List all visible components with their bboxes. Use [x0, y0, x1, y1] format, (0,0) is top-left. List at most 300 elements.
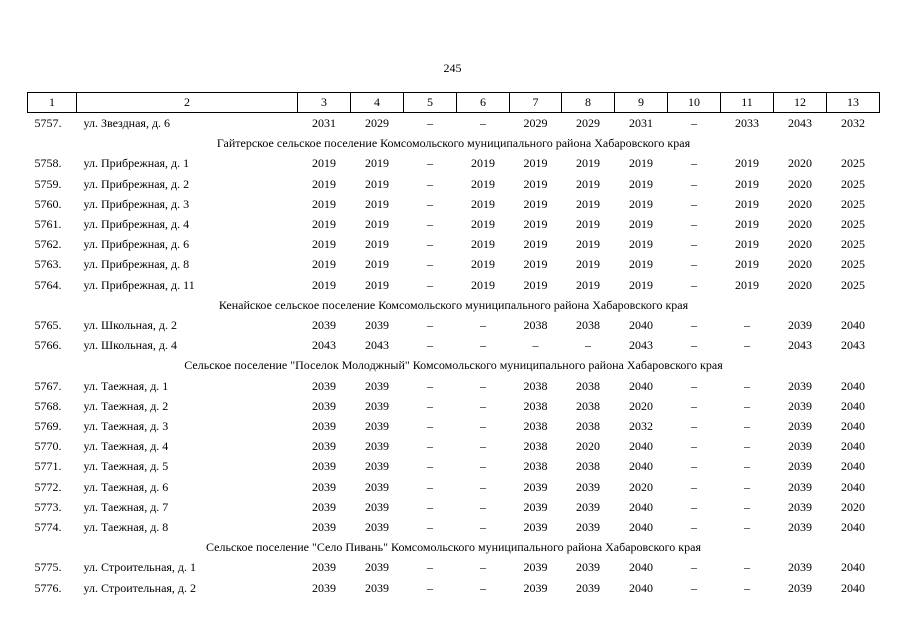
address-cell: ул. Школьная, д. 4: [83, 338, 177, 353]
value-cell-col-9: 2020: [629, 479, 653, 494]
value-cell-col-11: 2019: [735, 257, 759, 272]
value-cell-col-8: 2019: [576, 156, 600, 171]
row-number: 5761.: [34, 217, 62, 232]
column-header: 10: [668, 93, 721, 113]
value-cell-col-4: 2039: [365, 520, 389, 535]
value-cell-col-3: 2019: [312, 196, 336, 211]
value-cell-col-7: 2019: [523, 277, 548, 292]
value-cell-col-10: –: [691, 459, 697, 474]
value-cell-col-10: –: [691, 499, 697, 514]
row-number: 5771.: [34, 459, 62, 474]
value-cell-col-7: 2019: [523, 176, 548, 191]
value-cell-col-12: 2039: [788, 499, 812, 514]
value-cell-col-13: 2043: [841, 338, 865, 353]
value-cell-col-8: 2029: [576, 116, 600, 130]
value-cell-col-4: 2019: [365, 277, 389, 292]
value-cell-col-10: –: [691, 318, 697, 333]
value-cell-col-6: 2019: [471, 156, 495, 171]
value-cell-col-8: 2019: [576, 237, 600, 252]
value-cell-col-3: 2039: [312, 398, 336, 413]
address-cell: ул. Звездная, д. 6: [83, 116, 171, 130]
row-number: 5762.: [34, 237, 62, 252]
value-cell-col-7: 2039: [523, 499, 548, 514]
value-cell-col-9: 2040: [629, 439, 653, 454]
value-cell-col-7: 2038: [523, 439, 548, 454]
address-cell: ул. Прибрежная, д. 3: [83, 196, 190, 211]
value-cell-col-12: 2020: [788, 257, 812, 272]
value-cell-col-5: –: [427, 257, 433, 272]
value-cell-col-11: –: [744, 419, 750, 434]
value-cell-col-10: –: [691, 156, 697, 171]
address-cell: ул. Таежная, д. 2: [83, 398, 169, 413]
table-row: [28, 416, 880, 436]
section-heading: Сельское поселение "Село Пивань" Комсомольского муниципального района Хабаровского края: [206, 540, 701, 555]
value-cell-col-4: 2039: [365, 318, 389, 333]
value-cell-col-7: 2039: [523, 580, 548, 595]
value-cell-col-4: 2019: [365, 237, 389, 252]
column-header: 7: [510, 93, 562, 113]
value-cell-col-10: –: [691, 257, 697, 272]
value-cell-col-11: –: [744, 520, 750, 535]
value-cell-col-6: –: [480, 398, 486, 413]
value-cell-col-12: 2020: [788, 196, 812, 211]
value-cell-col-13: 2025: [841, 237, 865, 252]
value-cell-col-10: –: [691, 378, 697, 393]
value-cell-col-12: 2020: [788, 277, 812, 292]
value-cell-col-13: 2040: [841, 318, 865, 333]
value-cell-col-9: 2019: [629, 156, 653, 171]
value-cell-col-11: 2019: [735, 156, 759, 171]
value-cell-col-9: 2032: [629, 419, 653, 434]
value-cell-col-3: 2019: [312, 257, 336, 272]
row-number: 5767.: [34, 378, 62, 393]
value-cell-col-5: –: [427, 237, 433, 252]
value-cell-col-7: 2019: [523, 257, 548, 272]
value-cell-col-10: –: [691, 277, 697, 292]
row-number: 5773.: [34, 499, 62, 514]
value-cell-col-4: 2019: [365, 176, 389, 191]
value-cell-col-6: 2019: [471, 237, 495, 252]
value-cell-col-4: 2019: [365, 156, 389, 171]
value-cell-col-9: 2019: [629, 277, 653, 292]
value-cell-col-11: 2019: [735, 277, 759, 292]
column-header: 12: [774, 93, 827, 113]
section-heading: Кенайское сельское поселение Комсомольского муниципального района Хабаровского края: [218, 297, 689, 312]
value-cell-col-8: 2019: [576, 257, 600, 272]
table-row: [28, 578, 880, 598]
address-cell: ул. Таежная, д. 4: [83, 439, 169, 454]
value-cell-col-4: 2043: [365, 338, 389, 353]
value-cell-col-5: –: [427, 499, 433, 514]
housing-schedule-table: [27, 92, 880, 598]
value-cell-col-7: 2039: [523, 479, 548, 494]
value-cell-col-3: 2039: [312, 560, 336, 575]
value-cell-col-7: 2039: [523, 560, 548, 575]
value-cell-col-6: –: [480, 378, 486, 393]
value-cell-col-9: 2031: [629, 116, 653, 130]
value-cell-col-5: –: [427, 479, 433, 494]
row-number: 5757.: [34, 116, 62, 130]
value-cell-col-6: –: [480, 318, 486, 333]
value-cell-col-9: 2040: [629, 520, 653, 535]
value-cell-col-4: 2039: [365, 419, 389, 434]
value-cell-col-6: –: [480, 560, 486, 575]
value-cell-col-4: 2029: [365, 116, 389, 130]
row-number: 5765.: [34, 318, 62, 333]
value-cell-col-8: 2039: [576, 520, 600, 535]
value-cell-col-12: 2020: [788, 217, 812, 232]
table-row: [28, 174, 880, 194]
value-cell-col-5: –: [427, 196, 433, 211]
value-cell-col-4: 2019: [365, 257, 389, 272]
value-cell-col-12: 2020: [788, 176, 812, 191]
value-cell-col-11: –: [744, 338, 750, 353]
value-cell-col-13: 2025: [841, 257, 865, 272]
section-heading: Гайтерское сельское поселение Комсомольского муниципального района Хабаровского края: [216, 136, 691, 151]
address-cell: ул. Прибрежная, д. 6: [83, 237, 190, 252]
address-cell: ул. Таежная, д. 3: [83, 419, 169, 434]
value-cell-col-7: –: [532, 338, 539, 353]
value-cell-col-10: –: [691, 479, 697, 494]
row-number: 5770.: [34, 439, 62, 454]
value-cell-col-5: –: [427, 459, 433, 474]
value-cell-col-5: –: [427, 176, 433, 191]
value-cell-col-5: –: [427, 277, 433, 292]
value-cell-col-12: 2043: [788, 116, 812, 130]
value-cell-col-12: 2039: [788, 419, 812, 434]
value-cell-col-10: –: [691, 237, 697, 252]
address-cell: ул. Таежная, д. 6: [83, 479, 169, 494]
value-cell-col-9: 2040: [629, 318, 653, 333]
value-cell-col-9: 2040: [629, 560, 653, 575]
address-cell: ул. Прибрежная, д. 8: [83, 257, 190, 272]
value-cell-col-9: 2040: [629, 580, 653, 595]
value-cell-col-9: 2040: [629, 499, 653, 514]
value-cell-col-12: 2039: [788, 439, 812, 454]
table-row: [28, 275, 880, 295]
value-cell-col-4: 2039: [365, 398, 389, 413]
address-cell: ул. Прибрежная, д. 1: [83, 156, 190, 171]
value-cell-col-3: 2019: [312, 217, 336, 232]
value-cell-col-8: 2039: [576, 580, 600, 595]
value-cell-col-8: –: [585, 338, 591, 353]
value-cell-col-10: –: [691, 419, 697, 434]
value-cell-col-11: 2033: [735, 116, 759, 130]
value-cell-col-6: 2019: [471, 176, 495, 191]
column-header: 13: [827, 93, 880, 113]
value-cell-col-11: –: [744, 499, 750, 514]
column-header: 3: [298, 93, 351, 113]
column-header: 1: [28, 93, 77, 113]
value-cell-col-6: –: [480, 520, 486, 535]
value-cell-col-10: –: [691, 217, 697, 232]
value-cell-col-12: 2039: [788, 378, 812, 393]
value-cell-col-5: –: [427, 560, 433, 575]
value-cell-col-11: –: [744, 459, 750, 474]
value-cell-col-13: 2025: [841, 176, 865, 191]
value-cell-col-7: 2038: [523, 398, 548, 413]
value-cell-col-13: 2032: [841, 116, 865, 130]
column-header: 4: [351, 93, 404, 113]
value-cell-col-11: –: [744, 479, 750, 494]
value-cell-col-13: 2040: [841, 378, 865, 393]
table-row: [28, 557, 880, 577]
value-cell-col-6: –: [480, 439, 486, 454]
value-cell-col-3: 2039: [312, 479, 336, 494]
value-cell-col-5: –: [427, 217, 433, 232]
row-number: 5772.: [34, 479, 62, 494]
table-body: [28, 93, 880, 598]
value-cell-col-6: 2019: [471, 277, 495, 292]
row-number: 5768.: [34, 398, 62, 413]
value-cell-col-13: 2020: [841, 499, 865, 514]
value-cell-col-9: 2043: [629, 338, 653, 353]
value-cell-col-9: 2040: [629, 378, 653, 393]
value-cell-col-4: 2019: [365, 217, 389, 232]
value-cell-col-12: 2039: [788, 318, 812, 333]
address-cell: ул. Строительная, д. 2: [83, 580, 197, 595]
value-cell-col-9: 2040: [629, 459, 653, 474]
value-cell-col-13: 2040: [841, 419, 865, 434]
table-row: [28, 477, 880, 497]
row-number: 5758.: [34, 156, 62, 171]
value-cell-col-6: –: [480, 116, 486, 130]
value-cell-col-7: 2039: [523, 520, 548, 535]
value-cell-col-11: 2019: [735, 196, 759, 211]
value-cell-col-13: 2040: [841, 560, 865, 575]
section-heading-row: [28, 295, 880, 315]
value-cell-col-8: 2019: [576, 217, 600, 232]
table-row: [28, 335, 880, 355]
column-header: 5: [404, 93, 457, 113]
value-cell-col-7: 2019: [523, 156, 548, 171]
value-cell-col-4: 2039: [365, 479, 389, 494]
page-number: 245: [443, 61, 462, 75]
value-cell-col-9: 2019: [629, 176, 653, 191]
value-cell-col-6: 2019: [471, 217, 495, 232]
value-cell-col-13: 2040: [841, 580, 865, 595]
value-cell-col-12: 2039: [788, 479, 812, 494]
value-cell-col-8: 2019: [576, 176, 600, 191]
value-cell-col-13: 2025: [841, 217, 865, 232]
table-row: [28, 254, 880, 274]
value-cell-col-12: 2039: [788, 398, 812, 413]
value-cell-col-5: –: [427, 520, 433, 535]
value-cell-col-5: –: [427, 116, 433, 130]
address-cell: ул. Прибрежная, д. 2: [83, 176, 190, 191]
value-cell-col-11: –: [744, 580, 750, 595]
value-cell-col-12: 2043: [788, 338, 812, 353]
value-cell-col-3: 2039: [312, 580, 336, 595]
value-cell-col-8: 2038: [576, 378, 600, 393]
column-header-row: [28, 93, 880, 113]
value-cell-col-9: 2019: [629, 237, 653, 252]
row-number: 5759.: [34, 176, 62, 191]
value-cell-col-5: –: [427, 439, 433, 454]
table-row: [28, 456, 880, 476]
value-cell-col-3: 2039: [312, 439, 336, 454]
value-cell-col-10: –: [691, 176, 697, 191]
value-cell-col-6: 2019: [471, 196, 495, 211]
row-number: 5766.: [34, 338, 62, 353]
row-number: 5774.: [34, 520, 62, 535]
value-cell-col-5: –: [427, 580, 433, 595]
value-cell-col-13: 2025: [841, 156, 865, 171]
value-cell-col-7: 2038: [523, 378, 548, 393]
value-cell-col-5: –: [427, 338, 433, 353]
value-cell-col-11: –: [744, 318, 750, 333]
value-cell-col-6: –: [480, 499, 486, 514]
table-row: [28, 517, 880, 537]
value-cell-col-3: 2019: [312, 156, 336, 171]
section-heading: Сельское поселение "Поселок Молоджный" Комсомольского муниципального района Хабаровского края: [184, 358, 723, 373]
column-header: 8: [562, 93, 615, 113]
value-cell-col-4: 2039: [365, 560, 389, 575]
value-cell-col-9: 2019: [629, 257, 653, 272]
value-cell-col-12: 2039: [788, 459, 812, 474]
table-row: [28, 194, 880, 214]
value-cell-col-5: –: [427, 318, 433, 333]
address-cell: ул. Таежная, д. 1: [83, 378, 169, 393]
table-row: [28, 436, 880, 456]
value-cell-col-13: 2040: [841, 520, 865, 535]
table-row: [28, 214, 880, 234]
value-cell-col-3: 2019: [312, 277, 336, 292]
value-cell-col-5: –: [427, 398, 433, 413]
address-cell: ул. Таежная, д. 5: [83, 459, 169, 474]
value-cell-col-11: 2019: [735, 217, 759, 232]
value-cell-col-11: 2019: [735, 237, 759, 252]
value-cell-col-11: 2019: [735, 176, 759, 191]
value-cell-col-5: –: [427, 156, 433, 171]
table-row: [28, 396, 880, 416]
value-cell-col-6: –: [480, 580, 486, 595]
value-cell-col-3: 2043: [312, 338, 336, 353]
table-row: [28, 234, 880, 254]
value-cell-col-3: 2031: [312, 116, 336, 130]
column-header: 11: [721, 93, 774, 113]
value-cell-col-13: 2025: [841, 277, 865, 292]
value-cell-col-10: –: [691, 338, 697, 353]
value-cell-col-8: 2019: [576, 277, 600, 292]
value-cell-col-8: 2039: [576, 560, 600, 575]
value-cell-col-13: 2025: [841, 196, 865, 211]
table-row: [28, 153, 880, 173]
section-heading-row: [28, 133, 880, 153]
row-number: 5764.: [34, 277, 62, 292]
value-cell-col-10: –: [691, 196, 697, 211]
value-cell-col-7: 2038: [523, 419, 548, 434]
row-number: 5769.: [34, 419, 62, 434]
value-cell-col-7: 2038: [523, 318, 548, 333]
value-cell-col-10: –: [691, 398, 697, 413]
value-cell-col-8: 2038: [576, 318, 600, 333]
value-cell-col-5: –: [427, 378, 433, 393]
value-cell-col-3: 2019: [312, 237, 336, 252]
value-cell-col-3: 2039: [312, 459, 336, 474]
value-cell-col-8: 2039: [576, 479, 600, 494]
section-heading-row: [28, 355, 880, 375]
address-cell: ул. Таежная, д. 7: [83, 499, 169, 514]
row-number: 5760.: [34, 196, 62, 211]
value-cell-col-10: –: [691, 580, 697, 595]
value-cell-col-8: 2020: [576, 439, 600, 454]
value-cell-col-6: –: [480, 419, 486, 434]
row-number: 5763.: [34, 257, 62, 272]
value-cell-col-11: –: [744, 560, 750, 575]
value-cell-col-12: 2039: [788, 580, 812, 595]
value-cell-col-8: 2019: [576, 196, 600, 211]
value-cell-col-4: 2039: [365, 580, 389, 595]
value-cell-col-13: 2040: [841, 479, 865, 494]
value-cell-col-13: 2040: [841, 439, 865, 454]
value-cell-col-6: –: [480, 479, 486, 494]
value-cell-col-12: 2039: [788, 560, 812, 575]
value-cell-col-8: 2038: [576, 398, 600, 413]
value-cell-col-8: 2038: [576, 419, 600, 434]
value-cell-col-4: 2039: [365, 459, 389, 474]
value-cell-col-7: 2038: [523, 459, 548, 474]
value-cell-col-9: 2019: [629, 196, 653, 211]
value-cell-col-10: –: [691, 116, 697, 130]
value-cell-col-3: 2039: [312, 419, 336, 434]
value-cell-col-3: 2039: [312, 378, 336, 393]
value-cell-col-13: 2040: [841, 459, 865, 474]
value-cell-col-12: 2020: [788, 237, 812, 252]
address-cell: ул. Строительная, д. 1: [83, 560, 197, 575]
value-cell-col-7: 2019: [523, 217, 548, 232]
value-cell-col-4: 2039: [365, 499, 389, 514]
value-cell-col-7: 2019: [523, 237, 548, 252]
address-cell: ул. Прибрежная, д. 4: [83, 217, 190, 232]
value-cell-col-6: –: [480, 459, 486, 474]
table-row: [28, 497, 880, 517]
value-cell-col-8: 2039: [576, 499, 600, 514]
value-cell-col-3: 2039: [312, 318, 336, 333]
value-cell-col-5: –: [427, 419, 433, 434]
section-heading-row: [28, 537, 880, 557]
value-cell-col-11: –: [744, 398, 750, 413]
value-cell-col-4: 2039: [365, 378, 389, 393]
column-header: 6: [457, 93, 510, 113]
value-cell-col-11: –: [744, 378, 750, 393]
value-cell-col-9: 2020: [629, 398, 653, 413]
value-cell-col-3: 2039: [312, 499, 336, 514]
value-cell-col-12: 2020: [788, 156, 812, 171]
value-cell-col-9: 2019: [629, 217, 653, 232]
address-cell: ул. Таежная, д. 8: [83, 520, 169, 535]
column-header: 9: [615, 93, 668, 113]
value-cell-col-13: 2040: [841, 398, 865, 413]
value-cell-col-12: 2039: [788, 520, 812, 535]
table-row: [28, 113, 880, 134]
value-cell-col-10: –: [691, 520, 697, 535]
value-cell-col-7: 2019: [523, 196, 548, 211]
table-row: [28, 376, 880, 396]
value-cell-col-3: 2019: [312, 176, 336, 191]
value-cell-col-8: 2038: [576, 459, 600, 474]
address-cell: ул. Прибрежная, д. 11: [83, 277, 195, 292]
value-cell-col-10: –: [691, 560, 697, 575]
value-cell-col-6: –: [480, 338, 486, 353]
row-number: 5776.: [34, 580, 62, 595]
value-cell-col-6: 2019: [471, 257, 495, 272]
value-cell-col-4: 2039: [365, 439, 389, 454]
table-row: [28, 315, 880, 335]
value-cell-col-4: 2019: [365, 196, 389, 211]
row-number: 5775.: [34, 560, 62, 575]
value-cell-col-10: –: [691, 439, 697, 454]
